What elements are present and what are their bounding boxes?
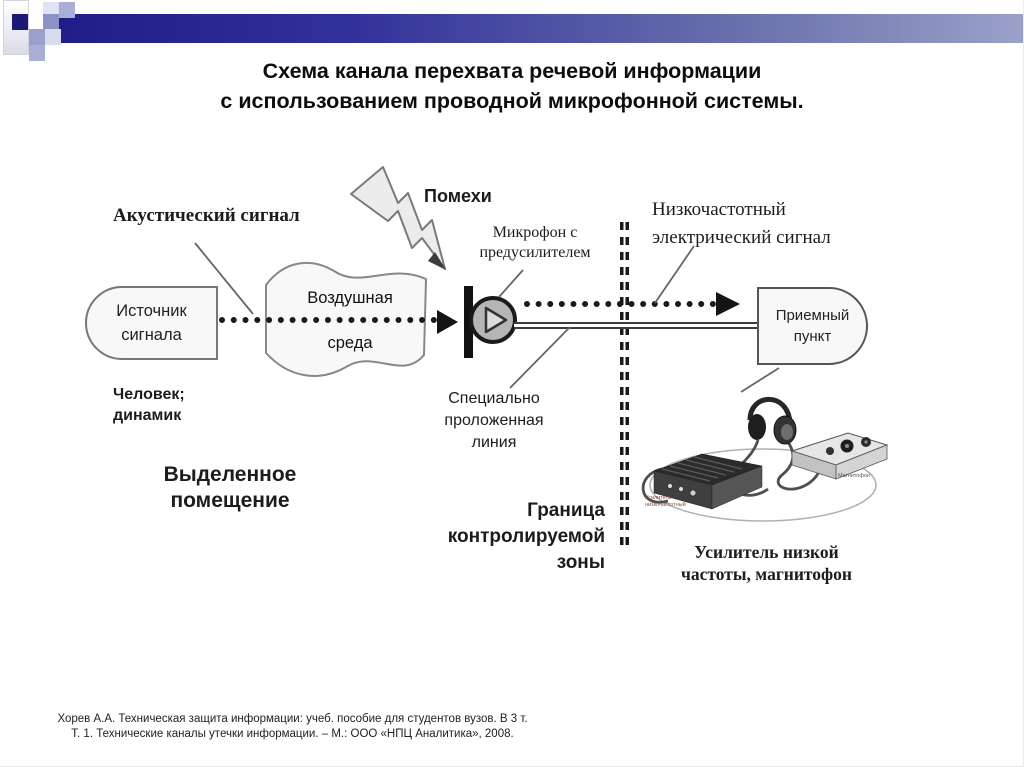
citation-line1: Хорев А.А. Техническая защита информации: учеб. пособие для студентов вузов. В 3 т. bbox=[57, 713, 528, 725]
source-label-line2: сигнала bbox=[121, 326, 182, 344]
microphone-label: Микрофон с предусилителем bbox=[479, 224, 591, 261]
source-node bbox=[85, 286, 218, 360]
receiver-label-line1: Приемный bbox=[775, 307, 850, 324]
acoustic-signal-label: Акустический сигнал bbox=[113, 205, 300, 226]
lf-signal-pointer-line bbox=[655, 246, 694, 303]
lf-signal-label: Низкочастотный электрический сигнал bbox=[652, 199, 831, 248]
recorder-tag-label: Магнитофон bbox=[838, 473, 870, 479]
slide-title bbox=[0, 56, 1024, 116]
wire-line bbox=[514, 322, 757, 329]
headphones-icon bbox=[748, 399, 796, 444]
special-line-label: Специально проложенная линия bbox=[444, 390, 544, 451]
noise-label: Помехи bbox=[424, 186, 492, 206]
acoustic-arrowhead-icon bbox=[437, 310, 458, 334]
electric-dotted-arrow bbox=[524, 301, 716, 307]
pixel-square-navy bbox=[12, 14, 28, 30]
amplifier-tag-label: Усилитель bbox=[645, 495, 672, 501]
equipment-caption: Усилитель низкой частоты, магнитофон bbox=[680, 542, 852, 584]
pixel-square-decoration bbox=[45, 29, 61, 45]
pixel-square-decoration bbox=[43, 14, 59, 30]
dedicated-room-label: Выделенное помещение bbox=[163, 463, 297, 512]
pixel-square-decoration bbox=[59, 2, 75, 18]
air-medium-label-line1: Воздушная bbox=[307, 289, 393, 307]
electric-arrowhead-icon bbox=[716, 292, 740, 316]
pixel-square-decoration bbox=[29, 29, 45, 45]
receiver-node bbox=[757, 287, 868, 365]
human-speaker-label: Человек; динамик bbox=[113, 386, 185, 424]
controlled-zone-boundary-label: Граница контролируемой зоны bbox=[447, 500, 605, 573]
slide-title-line2: с использованием проводной микрофонной системы. bbox=[220, 89, 804, 113]
receiver-label-line2: пункт bbox=[793, 328, 832, 345]
amplifier-tag-label2: низкочастотный bbox=[645, 502, 686, 508]
slide-title-line1: Схема канала перехвата речевой информации bbox=[262, 59, 762, 83]
citation-line2: Т. 1. Технические каналы утечки информации. – М.: ООО «НПЦ Аналитика», 2008. bbox=[71, 728, 514, 740]
source-label-line1: Источник bbox=[116, 302, 187, 320]
zone-boundary-dashed-line bbox=[620, 222, 629, 552]
header-bar bbox=[58, 14, 1024, 43]
citation-footer bbox=[45, 712, 540, 742]
air-medium-label-line2: среда bbox=[327, 334, 373, 352]
acoustic-dotted-arrow bbox=[219, 317, 437, 323]
